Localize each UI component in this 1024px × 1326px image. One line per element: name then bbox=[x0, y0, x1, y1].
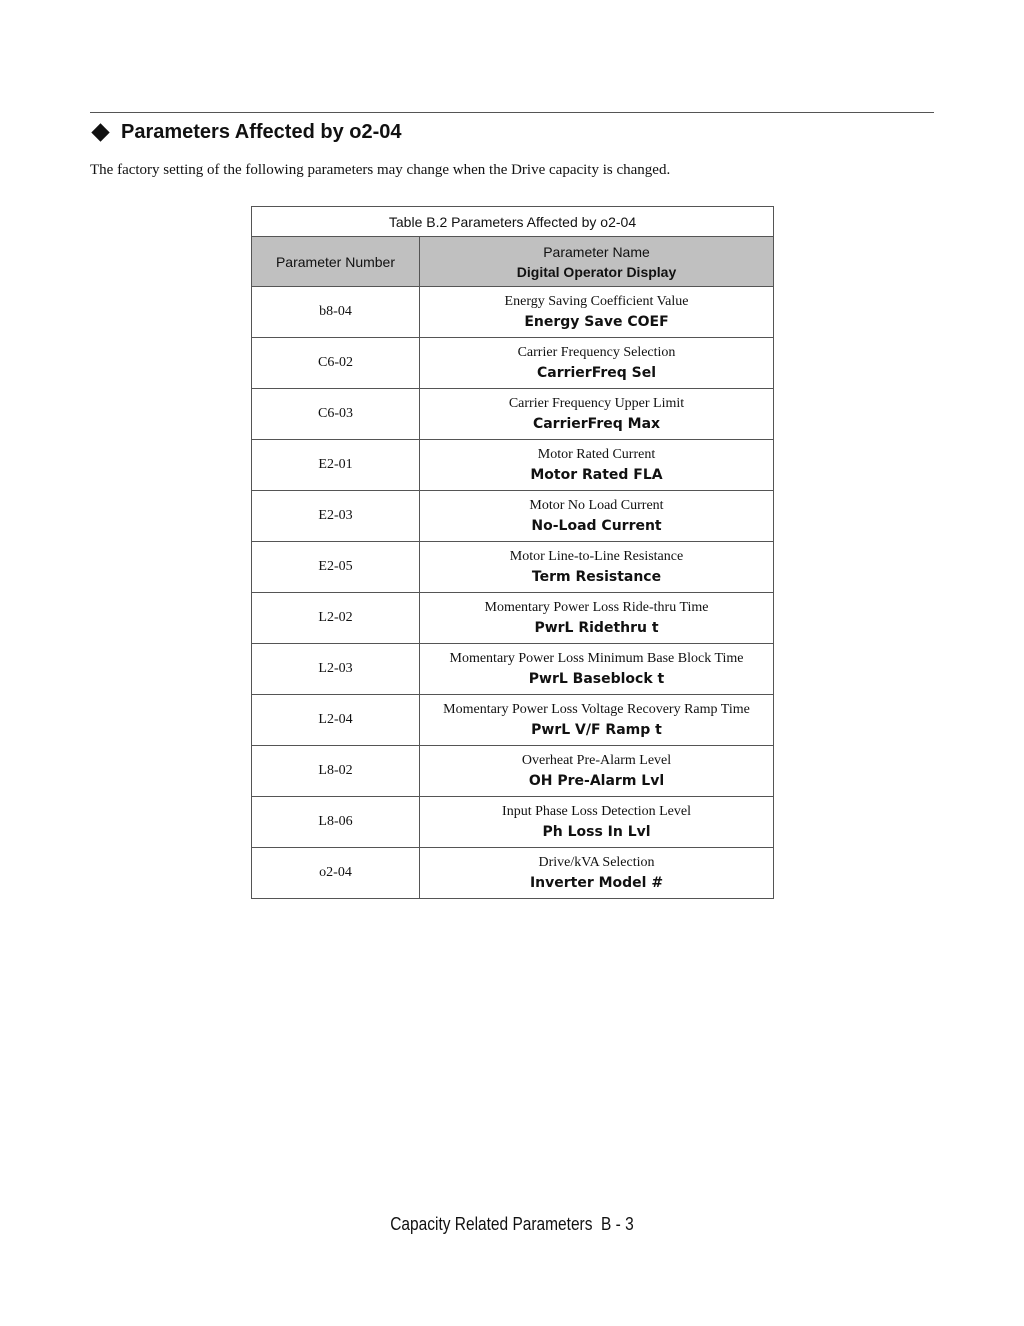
parameter-number: E2-01 bbox=[252, 440, 420, 491]
table-row bbox=[252, 542, 774, 593]
operator-display: OH Pre-Alarm Lvl bbox=[528, 772, 665, 789]
parameter-name-cell bbox=[420, 389, 774, 440]
parameter-name-cell bbox=[420, 644, 774, 695]
parameter-number: L8-06 bbox=[252, 797, 420, 848]
operator-display: No-Load Current bbox=[531, 517, 662, 534]
intro-paragraph: The factory setting of the following parameters may change when the Drive capacity is changed. bbox=[90, 162, 671, 178]
table-row bbox=[252, 695, 774, 746]
parameter-name-cell bbox=[420, 542, 774, 593]
operator-display: CarrierFreq Sel bbox=[536, 364, 657, 381]
parameter-name-cell bbox=[420, 338, 774, 389]
table-row bbox=[252, 338, 774, 389]
diamond-bullet-icon bbox=[91, 123, 109, 141]
operator-display: Motor Rated FLA bbox=[530, 466, 663, 483]
table-row bbox=[252, 440, 774, 491]
parameter-name-cell bbox=[420, 593, 774, 644]
operator-display: Inverter Model # bbox=[529, 874, 664, 891]
operator-display: PwrL V/F Ramp t bbox=[531, 721, 662, 738]
parameter-name-cell bbox=[420, 797, 774, 848]
section-heading-text: Parameters Affected by o2-04 bbox=[121, 120, 402, 143]
table-row bbox=[252, 797, 774, 848]
parameter-number: E2-05 bbox=[252, 542, 420, 593]
parameter-name-cell bbox=[420, 746, 774, 797]
table-row bbox=[252, 848, 774, 899]
parameter-name: Carrier Frequency Upper Limit bbox=[508, 395, 685, 411]
parameter-number: b8-04 bbox=[252, 287, 420, 338]
page-footer: Capacity Related Parameters B - 3 bbox=[390, 1214, 634, 1234]
parameter-number: E2-03 bbox=[252, 491, 420, 542]
parameter-number: L2-03 bbox=[252, 644, 420, 695]
table-row bbox=[252, 644, 774, 695]
table-row bbox=[252, 389, 774, 440]
table-row bbox=[252, 491, 774, 542]
parameter-name: Overheat Pre-Alarm Level bbox=[521, 752, 672, 768]
header-parameter-name bbox=[420, 237, 774, 287]
table-caption: Table B.2 Parameters Affected by o2-04 bbox=[252, 207, 774, 237]
parameter-name: Energy Saving Coefficient Value bbox=[504, 293, 689, 309]
parameter-name: Momentary Power Loss Voltage Recovery Ramp Time bbox=[443, 701, 750, 717]
parameter-name: Momentary Power Loss Ride-thru Time bbox=[484, 599, 709, 615]
parameter-number: C6-02 bbox=[252, 338, 420, 389]
parameter-name-cell bbox=[420, 287, 774, 338]
table-row bbox=[252, 746, 774, 797]
parameter-name: Input Phase Loss Detection Level bbox=[502, 803, 691, 819]
operator-display: PwrL Ridethru t bbox=[534, 619, 659, 636]
header-name-label: Parameter Name bbox=[543, 243, 650, 260]
section-rule bbox=[90, 112, 934, 113]
parameter-name-cell bbox=[420, 491, 774, 542]
operator-display: Term Resistance bbox=[531, 568, 662, 585]
header-parameter-number: Parameter Number bbox=[252, 237, 420, 287]
parameter-number: L8-02 bbox=[252, 746, 420, 797]
parameter-name: Motor Line-to-Line Resistance bbox=[509, 548, 684, 564]
operator-display: Energy Save COEF bbox=[524, 313, 669, 330]
parameter-name-cell bbox=[420, 440, 774, 491]
operator-display: Ph Loss In Lvl bbox=[542, 823, 651, 840]
parameter-name: Drive/kVA Selection bbox=[538, 854, 655, 870]
parameter-name-cell bbox=[420, 695, 774, 746]
parameter-name: Carrier Frequency Selection bbox=[517, 344, 676, 360]
parameter-name: Momentary Power Loss Minimum Base Block Time bbox=[449, 650, 744, 666]
parameter-number: C6-03 bbox=[252, 389, 420, 440]
section-heading bbox=[90, 118, 402, 146]
parameters-table bbox=[251, 206, 774, 899]
parameter-name-cell bbox=[420, 848, 774, 899]
operator-display: CarrierFreq Max bbox=[532, 415, 661, 432]
parameter-name: Motor No Load Current bbox=[529, 497, 664, 513]
parameter-name: Motor Rated Current bbox=[537, 446, 656, 462]
table-row bbox=[252, 593, 774, 644]
parameter-number: L2-04 bbox=[252, 695, 420, 746]
table-row bbox=[252, 287, 774, 338]
operator-display: PwrL Baseblock t bbox=[528, 670, 665, 687]
table-header-row bbox=[252, 237, 774, 287]
parameter-number: L2-02 bbox=[252, 593, 420, 644]
header-display-label: Digital Operator Display bbox=[516, 263, 677, 280]
parameter-number: o2-04 bbox=[252, 848, 420, 899]
